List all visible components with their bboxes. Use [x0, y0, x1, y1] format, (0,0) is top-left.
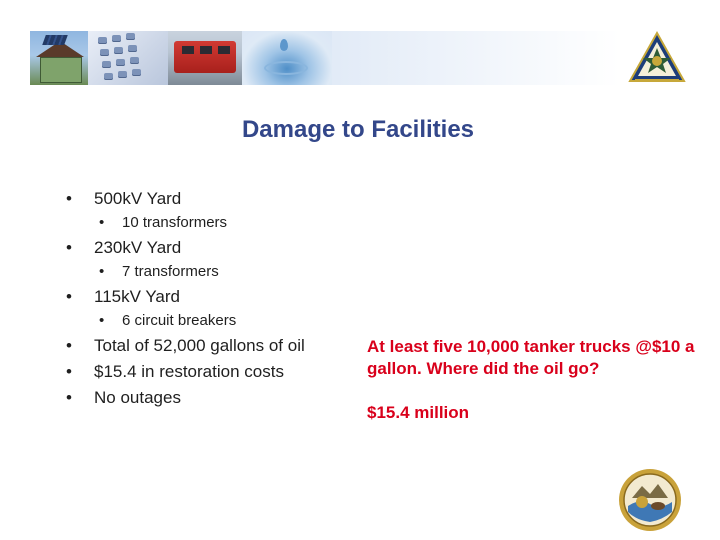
sub-bullet-item [66, 263, 305, 281]
bullet-text: No outages [94, 388, 181, 407]
bullet-text: 115kV Yard [94, 287, 181, 306]
keypad-photo [88, 31, 168, 85]
water-drop-photo [242, 31, 332, 85]
header-banner [30, 31, 620, 85]
bullet-dot: • [66, 336, 72, 355]
bullet-text: 500kV Yard [94, 189, 182, 208]
bullet-text: 7 transformers [122, 263, 219, 280]
bullet-text: Total of 52,000 gallons of oil [94, 336, 305, 355]
state-seal-emblem [618, 468, 682, 532]
bullet-dot: • [99, 214, 105, 231]
bullet-item [66, 189, 305, 209]
bullet-text: 230kV Yard [94, 238, 182, 257]
bullet-dot: • [66, 388, 72, 407]
train-photo [168, 31, 242, 85]
bullet-text: 10 transformers [122, 214, 228, 231]
callout-note [367, 336, 697, 424]
house-solar-photo [30, 31, 88, 85]
bullet-item [66, 287, 305, 307]
sub-bullet-item [66, 312, 305, 330]
bullet-dot: • [66, 287, 72, 306]
bullet-item [66, 362, 305, 382]
bullet-dot: • [99, 312, 105, 329]
bullet-dot: • [66, 238, 72, 257]
bullet-dot: • [99, 263, 105, 280]
callout-text: At least five 10,000 tanker trucks @$10 a gallon. Where did the oil go? [367, 337, 695, 378]
bullet-text: $15.4 in restoration costs [94, 362, 284, 381]
slide-title: Damage to Facilities [241, 116, 475, 143]
callout-total: $15.4 million [367, 403, 470, 422]
triangle-badge-emblem [627, 30, 687, 86]
bullet-text: 6 circuit breakers [122, 312, 237, 329]
bullet-dot: • [66, 362, 72, 381]
bullet-list [66, 189, 305, 408]
bullet-item [66, 238, 305, 258]
sub-bullet-item [66, 214, 305, 232]
bullet-dot: • [66, 189, 72, 208]
bullet-item [66, 336, 305, 356]
bullet-item [66, 388, 305, 408]
